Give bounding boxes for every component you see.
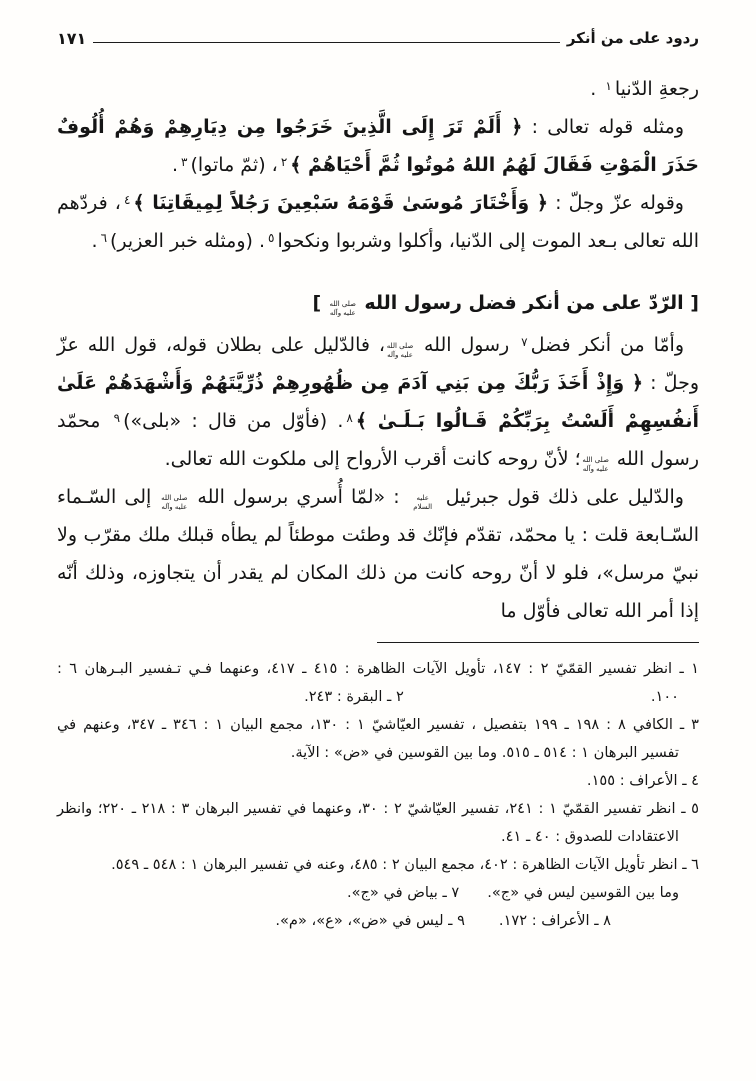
running-title: ردود على من أنكر xyxy=(566,29,699,47)
footnotes xyxy=(57,655,699,935)
paragraph-araf-155 xyxy=(57,184,699,260)
text-run: ، (ثمّ ماتوا) xyxy=(190,154,278,176)
footnote-line-6 xyxy=(57,795,699,823)
paragraph-continuation xyxy=(57,70,699,108)
footnote-text: ٣ ـ الكافي ٨ : ١٩٨ ـ ١٩٩ بتفصيل ، تفسير العيّاشيّ ١ : ١٣٠، مجمع البيان ١ : ٣٤٦ ـ ٣٤٧، وعنهم في xyxy=(57,716,700,733)
text-run: ومثله قوله تعالى : xyxy=(522,116,684,138)
salawat-symbol: صلى الله عليه وآله xyxy=(386,342,414,359)
footnote-text: ٢ ـ البقرة : ٢٤٣. xyxy=(304,688,404,705)
footnote-line-7 xyxy=(57,823,699,851)
salawat-symbol: صلى الله عليه وآله xyxy=(582,456,609,473)
text-run: . xyxy=(171,154,179,176)
text-run: . xyxy=(590,78,603,100)
footnote-line-8 xyxy=(57,851,699,879)
footnote-text: ٨ ـ الأعراف : ١٧٢. xyxy=(498,912,611,929)
footnote-marker: ٦ xyxy=(100,231,108,245)
text-run: . (ومثله خبر العزير) xyxy=(110,230,266,252)
page-number: ١٧١ xyxy=(57,28,87,48)
footnote-text: ٧ ـ بياض في «ج». xyxy=(346,884,460,901)
alayhis-salam-symbol: عليه السلام xyxy=(413,494,433,511)
salawat-symbol: صلى الله عليه وآله xyxy=(329,300,356,317)
text-run: والدّليل على ذلك قول جبرئيل xyxy=(437,486,684,508)
text-run: رجعةِ الدّنيا xyxy=(614,78,699,100)
footnote-marker: ٢ xyxy=(280,155,288,169)
footnote-line-9 xyxy=(57,879,699,907)
text-run: ؛ لأنّ روحه كانت أقرب الأرواح إلى ملكوت الله تعالى. xyxy=(164,448,581,470)
footnote-separator xyxy=(377,642,699,643)
footnote-marker: ٥ xyxy=(268,231,275,245)
header-rule xyxy=(93,42,560,43)
quran-verse-araf-155: ﴿ وَأَخْتَارَ مُوسَىٰ قَوْمَهُ سَبْعِينَ رَجُلاً لِمِيقَاتِنَا ﴾ xyxy=(133,192,548,214)
text-run: رسول الله xyxy=(415,334,519,356)
salawat-symbol: صلى الله عليه وآله xyxy=(161,494,188,511)
footnote-line-5 xyxy=(57,767,699,795)
footnote-text: تفسير البرهان ١ : ٥١٤ ـ ٥١٥. وما بين القوسين في «ض» : الآية. xyxy=(290,744,679,761)
paragraph-baqarah xyxy=(57,108,699,184)
quran-verse-baqarah: ﴿ أَلَمْ تَرَ إِلَى الَّذِينَ خَرَجُوا مِن دِيَارِهِمْ وَهُمْ أُلُوفٌ حَذَرَ الْمَوْتِ فَقَالَ لَهُمُ اللهُ مُوتُوا ثُمَّ أَحْيَاهُمْ ﴾ xyxy=(57,116,699,176)
footnote-text: ٥ ـ انظر تفسير القمّيّ ١ : ٢٤١، تفسير العيّاشيّ ٢ : ٣٠، وعنهما في تفسير البرهان ٣ : ٢١٨ ـ ٢٢٠؛ وانظر xyxy=(57,800,700,817)
text-run: ، فالدّليل على بطلان قوله، قول الله عزّ وجلّ : xyxy=(57,334,699,394)
footnote-line-1 xyxy=(57,655,699,683)
text-run: ، فردّهم الله تعالى بـعد الموت إلى الدّنيا، وأكلوا وشربوا ونكحوا xyxy=(57,192,699,252)
text-run: محمّد رسول الله xyxy=(57,410,699,470)
footnote-line-10 xyxy=(57,907,699,935)
paragraph-gabriel-hadith xyxy=(57,478,699,630)
footnote-text: ٤ ـ الأعراف : ١٥٥. xyxy=(586,772,699,789)
section-heading xyxy=(57,284,699,322)
footnote-line-4 xyxy=(57,739,699,767)
heading-text: ] xyxy=(312,292,328,314)
quran-verse-araf-172: ﴿ وَإِذْ أَخَذَ رَبُّكَ مِن بَنِي آدَمَ مِن ظُهُورِهِمْ ذُرِّيَّتَهُمْ وَأَشْهَدَهُمْ عَلَىٰ أَنفُسِهِمْ أَلَسْتُ بِرَبِّكُمْ قَـالُوا بَـلَـىٰ ﴾ xyxy=(57,372,699,432)
footnote-marker: ٣ xyxy=(181,155,188,169)
footnote-text: ١٠٠. xyxy=(650,688,679,705)
footnote-marker: ١ xyxy=(605,79,612,93)
text-run: إلى السّـماء السّـابعة قلت : يا محمّد، تقدّم فإنّك قد وطئت موطئاً لم يطأه قبلك ملك مقرّب ولا نبيّ مرسل»، فلو لا أنّ روحه كانت من ذلك المكان لم يقدر أن يتجاوزه، وذلك أنّه إذا أمر الله تعالى فأوّل ما xyxy=(57,486,699,622)
page-header xyxy=(57,26,699,50)
footnote-line-2 xyxy=(57,683,699,711)
page-body xyxy=(57,70,699,630)
footnote-marker: ٩ xyxy=(113,411,121,425)
paragraph-denial-of-virtue xyxy=(57,326,699,478)
footnote-marker: ٨ xyxy=(346,411,353,425)
footnotes-section xyxy=(57,642,699,935)
text-run: وأمّا من أنكر فضل xyxy=(530,334,684,356)
footnote-text: ٩ ـ ليس في «ض»، «ع»، «م». xyxy=(275,912,465,929)
footnote-line-3 xyxy=(57,711,699,739)
footnote-text: ١ ـ انظر تفسير القمّيّ ٢ : ١٤٧، تأويل الآيات الظاهرة : ٤١٥ ـ ٤١٧، وعنهما فـي تـفسير البـرهان ٦ : xyxy=(57,660,699,677)
footnote-marker: ٤ xyxy=(123,193,131,207)
text-run: . xyxy=(91,230,98,252)
text-run: وقوله عزّ وجلّ : xyxy=(548,192,684,214)
text-run: . (فأوّل من قال : «بلى») xyxy=(123,410,344,432)
heading-text: [ الرّدّ على من أنكر فضل رسول الله xyxy=(357,292,699,314)
footnote-text: ٦ ـ انظر تأويل الآيات الظاهرة : ٤٠٢، مجمع البيان ٢ : ٤٨٥، وعنه في تفسير البرهان ١ : ٥٤٨ ـ ٥٤٩. xyxy=(111,856,699,873)
footnote-marker: ٧ xyxy=(521,335,528,349)
footnote-text: الاعتقادات للصدوق : ٤٠ ـ ٤١. xyxy=(501,828,679,845)
footnote-text: وما بين القوسين ليس في «ج». xyxy=(487,884,679,901)
text-run: : «لمّا أُسري برسول الله xyxy=(189,486,408,508)
